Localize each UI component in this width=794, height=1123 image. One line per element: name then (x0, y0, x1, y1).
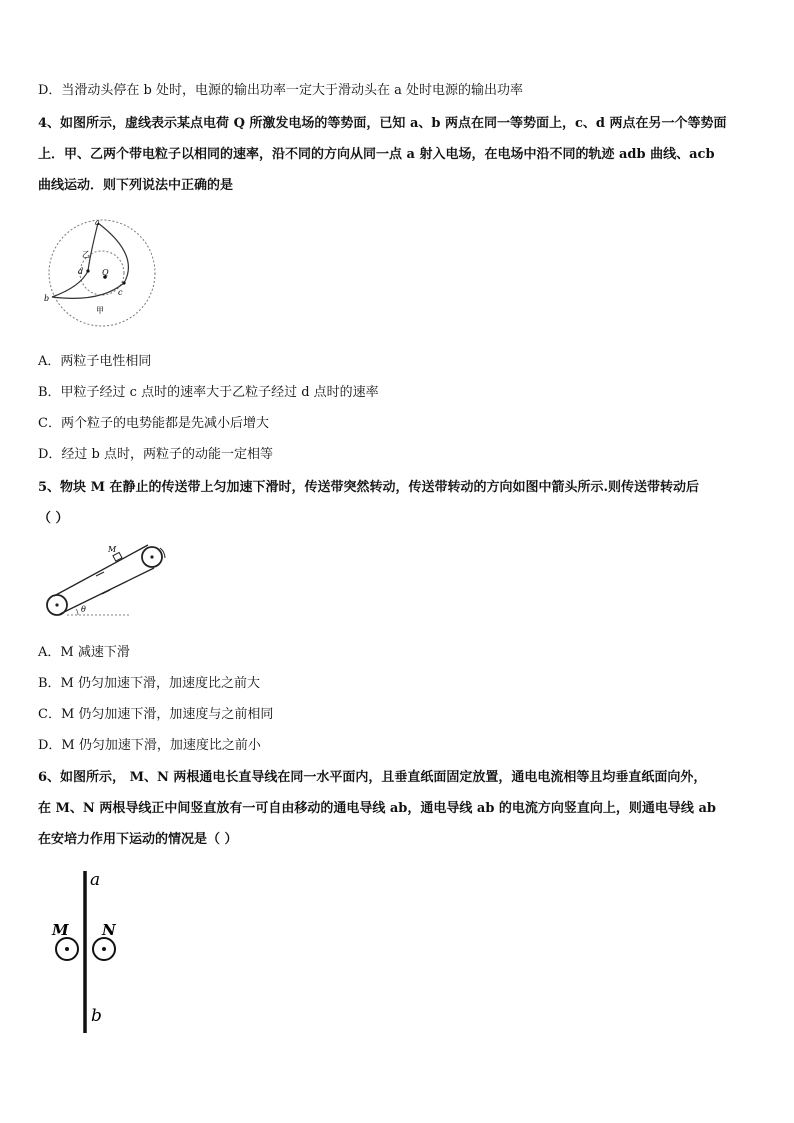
q6-stem-line1: 6、如图所示， M、N 两根通电长直导线在同一水平面内，且垂直纸面固定放置，通电电流相等且均垂直纸面向外， (38, 770, 707, 785)
current-out-icon (65, 947, 69, 951)
q5-conveyor-figure (40, 540, 175, 622)
q4-option-c: C．两个粒子的电势能都是先减小后增大 (38, 416, 269, 431)
q4-stem-line3: 曲线运动．则下列说法中正确的是 (38, 178, 234, 193)
label-b: b (91, 1006, 102, 1026)
q4-option-d: D．经过 b 点时，两粒子的动能一定相等 (38, 447, 274, 462)
q4-option-a: A．两粒子电性相同 (38, 354, 152, 369)
label-a: a (90, 870, 101, 890)
point-d (86, 269, 89, 272)
label-m: M (108, 545, 117, 554)
label-m: M (52, 921, 69, 939)
prev-option-d: D．当滑动头停在 b 处时，电源的输出功率一定大于滑动头在 a 处时电源的输出功率 (38, 83, 524, 98)
q6-wires-figure (45, 865, 135, 1040)
point-c (122, 281, 125, 284)
q4-stem-line2: 上．甲、乙两个带电粒子以相同的速率，沿不同的方向从同一点 a 射入电场，在电场中沿不同的轨迹 adb 曲线、acb (38, 147, 715, 162)
q4-stem-line1: 4、如图所示，虚线表示某点电荷 Q 所激发电场的等势面，已知 a、b 两点在同一等势面上，c、d 两点在另一个等势面 (38, 116, 727, 131)
q4-equipotential-figure (40, 215, 165, 330)
q6-stem-line2: 在 M、N 两根导线正中间竖直放有一可自由移动的通电导线 ab，通电导线 ab 的电流方向竖直向上，则通电导线 ab (38, 801, 716, 816)
label-c: c (118, 288, 123, 297)
q5-option-b: B．M 仍匀加速下滑，加速度比之前大 (38, 676, 260, 691)
q6-stem-line3: 在安培力作用下运动的情况是（ ） (38, 832, 238, 847)
q5-option-d: D．M 仍匀加速下滑，加速度比之前小 (38, 738, 261, 753)
q4-option-b: B．甲粒子经过 c 点时的速率大于乙粒子经过 d 点时的速率 (38, 385, 379, 400)
label-n: N (102, 921, 116, 939)
q5-stem-line2: （ ） (38, 511, 69, 526)
label-b: b (44, 294, 50, 303)
label-yi: 乙 (82, 250, 90, 259)
current-out-icon (102, 947, 106, 951)
label-theta: θ (81, 605, 86, 614)
belt-top (54, 545, 148, 596)
q5-option-c: C．M 仍匀加速下滑，加速度与之前相同 (38, 707, 274, 722)
q5-stem-line1: 5、物块 M 在静止的传送带上匀加速下滑时，传送带突然转动，传送带转动的方向如图中箭头所示.则传送带转动后 (38, 480, 700, 495)
label-jia: 甲 (96, 306, 104, 315)
trajectory-adb (52, 223, 98, 297)
q5-option-a: A．M 减速下滑 (38, 645, 130, 660)
label-q: Q (102, 268, 109, 277)
label-a: a (95, 218, 100, 227)
belt-arrow-icon (102, 590, 110, 594)
label-d: d (78, 267, 84, 276)
